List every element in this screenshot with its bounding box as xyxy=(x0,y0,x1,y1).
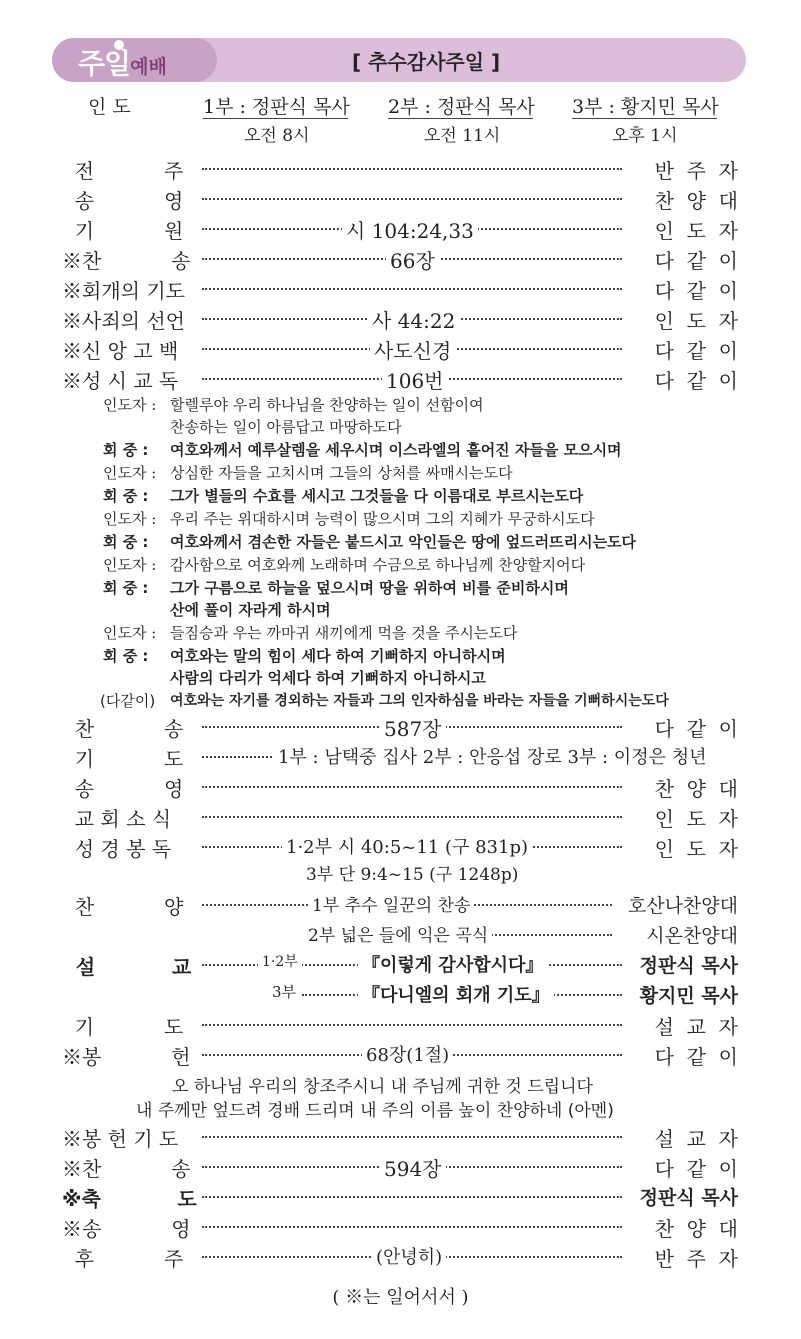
leader-underline-1 xyxy=(203,118,348,119)
order-label: 기 원 xyxy=(62,219,184,243)
order-label: ※성 시 교 독 xyxy=(62,369,179,393)
sermon-title-1: 『이렇게 감사합시다』 xyxy=(358,951,547,977)
leader-part-2: 2부 : 정판식 목사 xyxy=(388,96,535,118)
reading-who: 인도자 : xyxy=(103,556,157,574)
reading-who: 인도자 : xyxy=(103,396,157,414)
order-row xyxy=(62,335,738,363)
order-row xyxy=(62,951,738,979)
leader-dots xyxy=(202,1196,622,1198)
order-responsible: 반 주 자 xyxy=(654,1247,738,1271)
leader-underline-2 xyxy=(388,118,533,119)
order-row xyxy=(62,743,738,771)
leader-dots xyxy=(202,1136,622,1138)
order-detail: 68장(1절) xyxy=(362,1041,453,1067)
order-detail: 시 104:24,33 xyxy=(342,215,478,244)
reading-text: 상심한 자들을 고치시며 그들의 상처를 싸매시는도다 xyxy=(170,464,513,482)
leader-dots xyxy=(202,288,622,290)
anthem-choir-2: 시온찬양대 xyxy=(646,925,738,947)
reading-text: 찬송하는 일이 아름답고 마땅하도다 xyxy=(170,418,402,436)
reading-who: 회 중 : xyxy=(103,487,149,505)
order-label: 성 경 봉 독 xyxy=(62,837,172,861)
reading-who: 인도자 : xyxy=(103,510,157,528)
order-label: 전 주 xyxy=(62,159,184,183)
order-responsible: 인 도 자 xyxy=(654,807,738,831)
order-detail: 66장 xyxy=(386,245,439,274)
sermon-part-1: 1·2부 xyxy=(258,951,302,971)
order-label: 기 도 xyxy=(62,1015,184,1039)
order-row xyxy=(62,773,738,801)
order-row xyxy=(62,365,738,393)
order-detail: 사 44:22 xyxy=(368,305,459,334)
reading-who: 회 중 : xyxy=(103,647,149,665)
order-responsible: 다 같 이 xyxy=(654,339,738,363)
sermon-title-2: 『다니엘의 회개 기도』 xyxy=(358,981,554,1007)
reading-who: 인도자 : xyxy=(103,624,157,642)
order-responsible: 다 같 이 xyxy=(654,249,738,273)
logo-sub-text: 예배 xyxy=(130,56,167,78)
anthem-choir-1: 호산나찬양대 xyxy=(627,895,738,917)
reading-text: 그가 구름으로 하늘을 덮으시며 땅을 위하여 비를 준비하시며 xyxy=(170,579,569,597)
order-row xyxy=(62,713,738,741)
order-row xyxy=(62,891,738,919)
order-responsible: 설 교 자 xyxy=(654,1127,738,1151)
order-responsible: 인 도 자 xyxy=(654,219,738,243)
leader-part-3: 3부 : 황지민 목사 xyxy=(572,96,719,118)
order-detail: (안녕히) xyxy=(372,1243,446,1269)
order-label: ※회개의 기도 xyxy=(62,279,185,303)
reading-text: 여호와께서 예루살렘을 세우시며 이스라엘의 흩어진 자들을 모으시며 xyxy=(170,441,622,459)
order-label: 송 영 xyxy=(62,777,184,801)
leader-dots xyxy=(202,1226,622,1228)
reading-who: 회 중 : xyxy=(103,533,149,551)
order-label: 찬 양 xyxy=(62,895,184,919)
order-detail: 1·2부 시 40:5~11 (구 831p) xyxy=(282,833,532,859)
order-responsible: 찬 양 대 xyxy=(654,1217,738,1241)
reading-text: 여호와는 자기를 경외하는 자들과 그의 인자하심을 바라는 자들을 기뻐하시는도다 xyxy=(170,693,669,709)
leader-dots xyxy=(202,816,622,818)
order-label: ※찬 송 xyxy=(62,249,191,273)
order-row xyxy=(62,1011,738,1039)
order-responsible: 다 같 이 xyxy=(654,279,738,303)
leader-dots xyxy=(202,168,622,170)
order-responsible: 다 같 이 xyxy=(654,1157,738,1181)
leader-dots xyxy=(202,1024,622,1026)
order-row xyxy=(62,1183,738,1211)
reading-text: 여호와는 말의 힘이 세다 하여 기뻐하지 아니하시며 xyxy=(170,647,506,665)
order-row xyxy=(62,185,738,213)
order-responsible: 다 같 이 xyxy=(654,1045,738,1069)
anthem-item-1: 1부 추수 일꾼의 찬송 xyxy=(308,891,474,916)
order-label: 찬 송 xyxy=(62,717,184,741)
leader-underline-3 xyxy=(572,118,717,119)
order-label: 교 회 소 식 xyxy=(62,807,172,831)
order-detail: 594장 xyxy=(380,1153,446,1182)
order-responsible: 찬 양 대 xyxy=(654,777,738,801)
order-detail: 106번 xyxy=(382,365,448,394)
leader-label: 인 도 xyxy=(88,96,131,118)
order-responsible: 다 같 이 xyxy=(654,369,738,393)
service-title: [ 추수감사주일 ] xyxy=(352,50,501,74)
order-label: 송 영 xyxy=(62,189,184,213)
order-row xyxy=(62,305,738,333)
order-row xyxy=(62,833,738,861)
bible-reading-part3: 3부 단 9:4~15 (구 1248p) xyxy=(306,865,519,885)
order-row xyxy=(62,1041,738,1069)
anthem-item-2: 2부 넓은 들에 익은 곡식 xyxy=(304,921,492,946)
order-row xyxy=(62,215,738,243)
reading-text: 우리 주는 위대하시며 능력이 많으시며 그의 지혜가 무궁하시도다 xyxy=(170,510,595,528)
order-row xyxy=(62,1123,738,1151)
reading-who: 회 중 : xyxy=(103,441,149,459)
preacher-1: 정판식 목사 xyxy=(639,955,738,977)
leader-part-1: 1부 : 정판식 목사 xyxy=(203,96,350,118)
reading-text: 여호와께서 겸손한 자들은 붙드시고 악인들은 땅에 엎드러뜨리시는도다 xyxy=(170,533,637,551)
reading-text: 사람의 다리가 억세다 하여 기뻐하지 아니하시고 xyxy=(170,669,486,687)
order-detail: 587장 xyxy=(380,713,446,742)
standing-note: ( ※는 일어서서 ) xyxy=(332,1287,469,1308)
section-header xyxy=(52,38,746,82)
order-detail: 사도신경 xyxy=(370,335,455,364)
reading-who: (다같이) xyxy=(100,692,156,710)
leader-time-3: 오후 1시 xyxy=(612,126,678,146)
offering-lyric-2: 내 주께만 엎드려 경배 드리며 내 주의 이름 높이 찬양하네 (아멘) xyxy=(136,1101,614,1121)
order-row xyxy=(62,1213,738,1241)
reading-text: 감사함으로 여호와께 노래하며 수금으로 하나님께 찬양할지어다 xyxy=(170,556,586,574)
leader-time-1: 오전 8시 xyxy=(244,126,310,146)
order-responsible: 정판식 목사 xyxy=(639,1187,738,1209)
order-responsible: 인 도 자 xyxy=(654,837,738,861)
order-detail: 1부 : 남택중 집사 2부 : 안응섭 장로 3부 : 이정은 청년 xyxy=(274,743,710,769)
leader-dots xyxy=(202,786,622,788)
order-responsible: 반 주 자 xyxy=(654,159,738,183)
sermon-part-2: 3부 xyxy=(268,981,300,1002)
preacher-2: 황지민 목사 xyxy=(639,985,738,1007)
order-responsible: 설 교 자 xyxy=(654,1015,738,1039)
offering-lyric-1: 오 하나님 우리의 창조주시니 내 주님께 귀한 것 드립니다 xyxy=(172,1077,593,1097)
order-row xyxy=(62,275,738,303)
order-label: ※찬 송 xyxy=(62,1157,191,1181)
order-row xyxy=(62,155,738,183)
order-responsible: 인 도 자 xyxy=(654,309,738,333)
order-responsible: 찬 양 대 xyxy=(654,189,738,213)
order-label: 후 주 xyxy=(62,1247,184,1271)
header-logo xyxy=(78,42,167,82)
order-label: ※봉 헌 xyxy=(62,1045,191,1069)
reading-who: 회 중 : xyxy=(103,579,149,597)
order-label: 기 도 xyxy=(62,747,184,771)
order-label: ※신 앙 고 백 xyxy=(62,339,179,363)
order-label: 설 교 xyxy=(62,955,192,979)
order-label: ※송 영 xyxy=(62,1217,191,1241)
order-row xyxy=(62,245,738,273)
order-row xyxy=(62,1153,738,1181)
reading-text: 그가 별들의 수효를 세시고 그것들을 다 이름대로 부르시는도다 xyxy=(170,487,584,505)
reading-text: 들짐승과 우는 까마귀 새끼에게 먹을 것을 주시는도다 xyxy=(170,624,518,642)
order-row xyxy=(62,921,738,949)
order-row xyxy=(62,981,738,1009)
order-label: ※봉 헌 기 도 xyxy=(62,1127,179,1151)
logo-main-text: 주일 xyxy=(78,47,131,80)
order-responsible: 다 같 이 xyxy=(654,717,738,741)
order-row xyxy=(62,803,738,831)
reading-text: 산에 풀이 자라게 하시며 xyxy=(170,601,331,619)
order-row xyxy=(62,1243,738,1271)
order-label: ※축 도 xyxy=(62,1187,197,1211)
reading-text: 할렐루야 우리 하나님을 찬양하는 일이 선함이여 xyxy=(170,396,484,414)
order-label: ※사죄의 선언 xyxy=(62,309,185,333)
leader-time-2: 오전 11시 xyxy=(424,126,501,146)
leader-dots xyxy=(202,198,622,200)
leader-dots xyxy=(202,756,272,758)
reading-who: 인도자 : xyxy=(103,464,157,482)
